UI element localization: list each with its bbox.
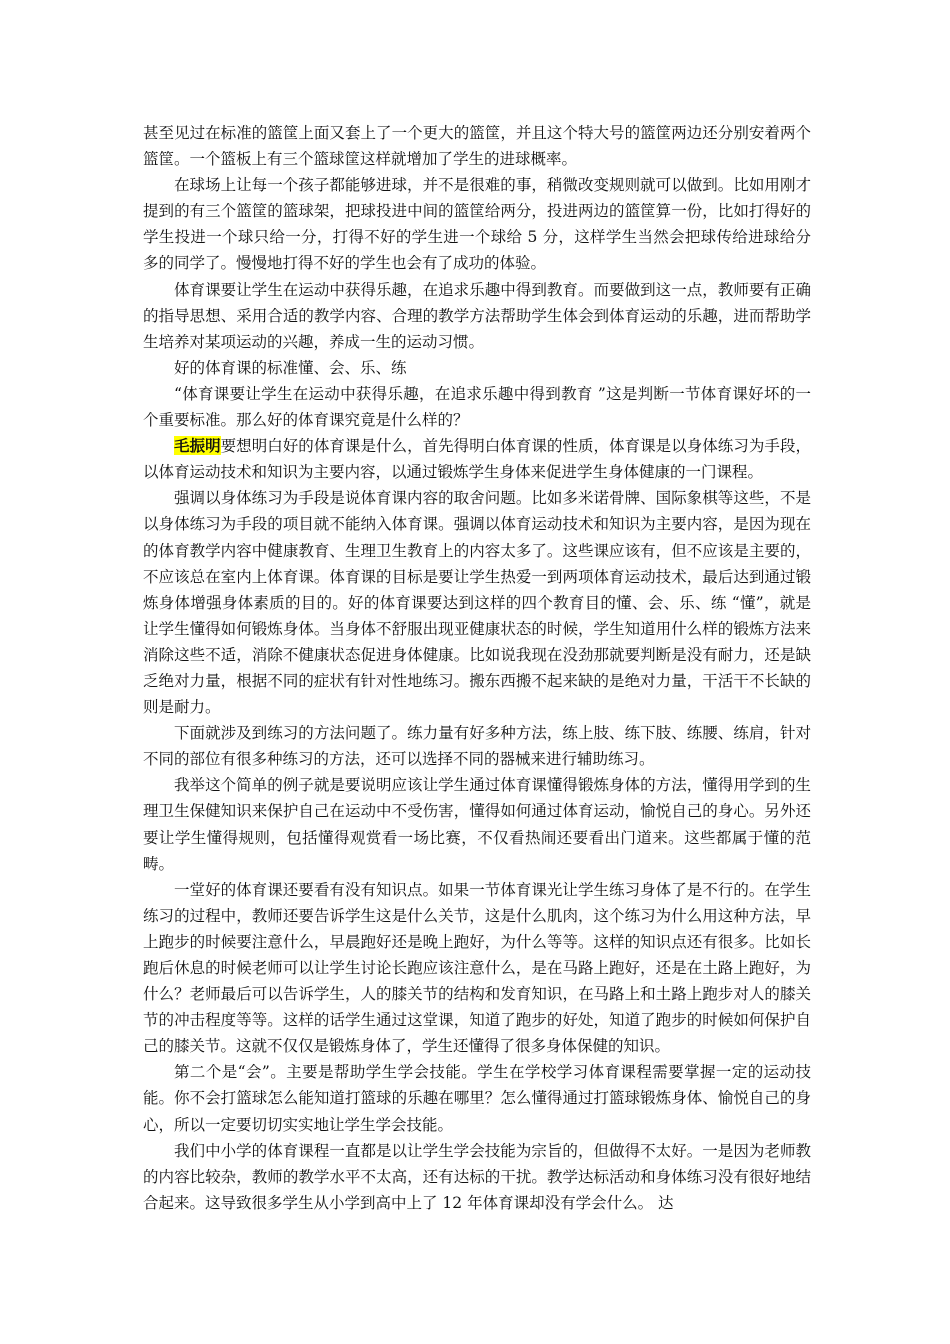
paragraph-1: 甚至见过在标准的篮筐上面又套上了一个更大的篮筐，并且这个特大号的篮筐两边还分别安着两个篮筐。一个篮板上有三个篮球筐这样就增加了学生的进球概率。 bbox=[143, 124, 811, 169]
paragraph-6 bbox=[143, 433, 811, 485]
document-body bbox=[143, 120, 811, 1216]
paragraph-8: 下面就涉及到练习的方法问题了。练力量有好多种方法，练上肢、练下肢、练腰、练肩，针对不同的部位有很多种练习的方法，还可以选择不同的器械来进行辅助练习。 bbox=[143, 724, 811, 769]
paragraph-10: 一堂好的体育课还要看有没有知识点。如果一节体育课光让学生练习身体了是不行的。在学生练习的过程中，教师还要告诉学生这是什么关节，这是什么肌肉，这个练习为什么用这种方法，早上跑步的时候要注意什么，早晨跑好还是晚上跑好，为什么等等。这样的知识点还有很多。比如长跑后休息的时候老师可以让学生讨论长跑应该注意什么，是在马路上跑好，还是在土路上跑好，为什么？老师最后可以告诉学生，人的膝关节的结构和发育知识，在马路上和土路上跑步对人的膝关节的冲击程度等等。这样的话学生通过这堂课，知道了跑步的好处，知道了跑步的时候如何保护自己的膝关节。这就不仅仅是锻炼身体了，学生还懂得了很多身体保健的知识。 bbox=[143, 880, 811, 1056]
speaker-name-highlight: 毛振明 bbox=[174, 436, 221, 456]
paragraph-9: 我举这个简单的例子就是要说明应该让学生通过体育课懂得锻炼身体的方法，懂得用学到的生理卫生保健知识来保护自己在运动中不受伤害，懂得如何通过体育运动，愉悦自己的身心。另外还要让学生懂得规则，包括懂得观赏看一场比赛，不仅看热闹还要看出门道来。这些都属于懂的范畴。 bbox=[143, 776, 811, 873]
paragraph-12: 我们中小学的体育课程一直都是以让学生学会技能为宗旨的，但做得不太好。一是因为老师教的内容比较杂，教师的教学水平不太高，还有达标的干扰。教学达标活动和身体练习没有很好地结合起来。这导致很多学生从小学到高中上了 12 年体育课却没有学会什么。 达 bbox=[143, 1141, 811, 1212]
paragraph-5: “体育课要让学生在运动中获得乐趣，在追求乐趣中得到教育 ”这是判断一节体育课好坏的一个重要标准。那么好的体育课究竟是什么样的？ bbox=[143, 384, 811, 430]
paragraph-3: 体育课要让学生在运动中获得乐趣，在追求乐趣中得到教育。而要做到这一点，教师要有正确的指导思想、采用合适的教学内容、合理的教学方法帮助学生体会到体育运动的乐趣，进而帮助学生培养对某项运动的兴趣，养成一生的运动习惯。 bbox=[143, 280, 811, 351]
paragraph-7: 强调以身体练习为手段是说体育课内容的取舍问题。比如多米诺骨牌、国际象棋等这些，不是以身体练习为手段的项目就不能纳入体育课。强调以体育运动技术和知识为主要内容，是因为现在的体育教学内容中健康教育、生理卫生教育上的内容太多了。这些课应该有，但不应该是主要的，不应该总在室内上体育课。体育课的目标是要让学生热爱一到两项体育运动技术，最后达到通过锻炼身体增强身体素质的目的。好的体育课要达到这样的四个教育目的懂、会、乐、练 “懂”，就是让学生懂得如何锻炼身体。当身体不舒服出现亚健康状态的时候，学生知道用什么样的锻炼方法来消除这些不适，消除不健康状态促进身体健康。比如说我现在没劲那就要判断是没有耐力，还是缺乏绝对力量，根据不同的症状有针对性地练习。搬东西搬不起来缺的是绝对力量，干活干不长缺的则是耐力。 bbox=[143, 489, 811, 717]
paragraph-2: 在球场上让每一个孩子都能够进球，并不是很难的事，稍微改变规则就可以做到。比如用刚才提到的有三个篮筐的篮球架，把球投进中间的篮筐给两分，投进两边的篮筐算一份，比如打得好的学生投进一个球只给一分，打得不好的学生进一个球给 5 分，这样学生当然会把球传给进球给分多的同学了。慢慢地打得不好的学生也会有了成功的体验。 bbox=[143, 176, 811, 273]
paragraph-6-text: 要想明白好的体育课是什么，首先得明白体育课的性质，体育课是以身体练习为手段，以体育运动技术和知识为主要内容，以通过锻炼学生身体来促进学生身体健康的一门课程。 bbox=[143, 437, 811, 482]
paragraph-11: 第二个是“会”。主要是帮助学生学会技能。学生在学校学习体育课程需要掌握一定的运动技能。你不会打篮球怎么能知道打篮球的乐趣在哪里？怎么懂得通过打篮球锻炼身体、愉悦自己的身心，所以一定要切切实实地让学生学会技能。 bbox=[143, 1063, 811, 1134]
section-heading: 好的体育课的标准懂、会、乐、练 bbox=[174, 358, 407, 377]
